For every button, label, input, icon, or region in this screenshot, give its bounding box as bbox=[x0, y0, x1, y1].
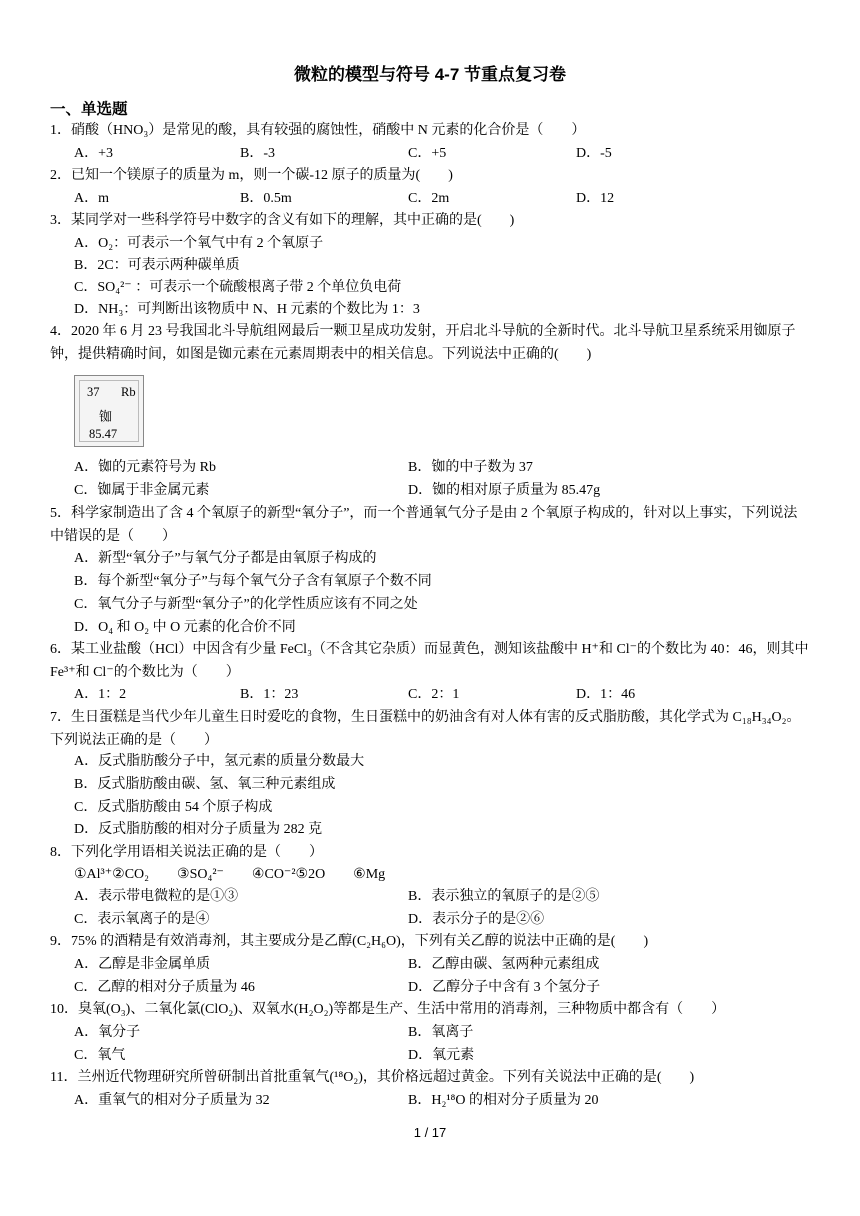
option-c: C．表示氧离子的是④ bbox=[74, 912, 210, 927]
page-title: 微粒的模型与符号 4-7 节重点复习卷 bbox=[293, 65, 567, 84]
option-b: B．-3 bbox=[240, 146, 275, 161]
question-10-stem: 10．臭氧(O₃)、二氧化氯(ClO₂)、双氧水(H₂O₂)等都是生产、生活中常用的消毒剂，三种物质中都含有（ ） bbox=[50, 1002, 726, 1017]
option-a: A．+3 bbox=[74, 146, 114, 161]
option-d: D．表示分子的是②⑥ bbox=[408, 912, 545, 927]
option-b: B．表示独立的氧原子的是②⑤ bbox=[408, 889, 600, 904]
option-b: B．铷的中子数为 37 bbox=[408, 460, 533, 475]
question-8-stem: 8．下列化学用语相关说法正确的是（ ） bbox=[50, 845, 323, 860]
atomic-number: 37 bbox=[87, 385, 100, 399]
question-7-stem: 7．生日蛋糕是当代少年儿童生日时爱吃的食物，生日蛋糕中的奶油含有对人体有害的反式脂肪酸，其化学式为 C₁₈H₃₄O₂。下列说法正确的是（ ） bbox=[50, 710, 801, 748]
question-10-options-row2 bbox=[74, 1045, 814, 1067]
option-a: A．O₂：可表示一个氧气中有 2 个氧原子 bbox=[74, 236, 324, 251]
atomic-mass: 85.47 bbox=[89, 427, 118, 441]
option-a: A．重氧气的相对分子质量为 32 bbox=[74, 1093, 270, 1108]
option-c: C．乙醇的相对分子质量为 46 bbox=[74, 980, 255, 995]
option-c: C．+5 bbox=[408, 146, 447, 161]
question-10-options-row1 bbox=[74, 1022, 814, 1044]
option-a: A．1：2 bbox=[74, 687, 127, 702]
question-4-options-row2 bbox=[74, 480, 814, 502]
question-4-stem: 4．2020 年 6 月 23 号我国北斗导航组网最后一颗卫星成功发射，开启北斗导航的全新时代。北斗导航卫星系统采用铷原子钟，提供精确时间，如图是铷元素在元素周期表中的相关信息。下列说法中正确的( ) bbox=[50, 324, 796, 362]
question-9-options-row1 bbox=[74, 954, 814, 976]
option-a: A．新型“氧分子”与氧气分子都是由氧原子构成的 bbox=[74, 551, 377, 566]
option-b: B．反式脂肪酸由碳、氢、氧三种元素组成 bbox=[74, 777, 336, 792]
question-2-options bbox=[74, 188, 814, 210]
option-a: A．反式脂肪酸分子中，氢元素的质量分数最大 bbox=[74, 754, 365, 769]
option-d: D．O₄ 和 O₂ 中 O 元素的化合价不同 bbox=[74, 620, 296, 635]
option-b: B．氧离子 bbox=[408, 1025, 474, 1040]
option-a: A．乙醇是非金属单质 bbox=[74, 957, 211, 972]
question-9-options-row2 bbox=[74, 977, 814, 999]
question-11-options-row1 bbox=[74, 1090, 814, 1112]
question-6-stem: 6．某工业盐酸（HCl）中因含有少量 FeCl₃（不含其它杂质）而显黄色，测知该盐酸中 H⁺和 Cl⁻的个数比为 40：46，则其中 Fe³⁺和 Cl⁻的个数比为（ ） bbox=[50, 642, 809, 680]
section-heading: 一、单选题 bbox=[50, 101, 128, 118]
option-d: D．氧元素 bbox=[408, 1048, 475, 1063]
option-a: A．氧分子 bbox=[74, 1025, 141, 1040]
question-6-options bbox=[74, 684, 814, 706]
question-9-stem: 9．75% 的酒精是有效消毒剂，其主要成分是乙醇(C₂H₆O)，下列有关乙醇的说法中正确的是( ) bbox=[50, 934, 649, 949]
option-c: C．2：1 bbox=[408, 687, 460, 702]
element-name: 铷 bbox=[99, 409, 113, 424]
option-d: D．12 bbox=[576, 191, 615, 206]
option-c: C．2m bbox=[408, 191, 450, 206]
option-c: C．氧气 bbox=[74, 1048, 126, 1063]
question-3-stem: 3．某同学对一些科学符号中数字的含义有如下的理解，其中正确的是( ) bbox=[50, 213, 515, 228]
option-d: D．1：46 bbox=[576, 687, 636, 702]
option-b: B．乙醇由碳、氢两种元素组成 bbox=[408, 957, 600, 972]
option-d: D．-5 bbox=[576, 146, 612, 161]
option-d: D．乙醇分子中含有 3 个氢分子 bbox=[408, 980, 601, 995]
option-c: C．反式脂肪酸由 54 个原子构成 bbox=[74, 800, 273, 815]
question-1-options bbox=[74, 143, 814, 165]
question-5-stem: 5．科学家制造出了含 4 个氧原子的新型“氧分子”，而一个普通氧气分子是由 2 个氧原子构成的，针对以上事实，下列说法中错误的是（ ） bbox=[50, 506, 798, 544]
option-b: B．每个新型“氧分子”与每个氧气分子含有氧原子个数不同 bbox=[74, 574, 432, 589]
question-8-options-row2 bbox=[74, 909, 814, 931]
question-8-options-row1 bbox=[74, 886, 814, 908]
option-b: B．1：23 bbox=[240, 687, 299, 702]
option-c: C．铷属于非金属元素 bbox=[74, 483, 210, 498]
option-d: D．NH₃：可判断出该物质中 N、H 元素的个数比为 1：3 bbox=[74, 302, 420, 317]
option-b: B．0.5m bbox=[240, 191, 292, 206]
option-a: A．铷的元素符号为 Rb bbox=[74, 460, 216, 475]
option-a: A．表示带电微粒的是①③ bbox=[74, 889, 239, 904]
option-b: B．2C：可表示两种碳单质 bbox=[74, 258, 240, 273]
question-4-options-row1 bbox=[74, 457, 814, 479]
option-d: D．反式脂肪酸的相对分子质量为 282 克 bbox=[74, 822, 323, 837]
page-number: 1 / 17 bbox=[413, 1125, 447, 1140]
option-c: C．SO₄²⁻ ：可表示一个硫酸根离子带 2 个单位负电荷 bbox=[74, 280, 402, 295]
question-11-stem: 11．兰州近代物理研究所曾研制出首批重氧气(¹⁸O₂)，其价格远超过黄金。下列有关说法中正确的是( ) bbox=[50, 1070, 695, 1085]
option-d: D．铷的相对原子质量为 85.47g bbox=[408, 483, 601, 498]
option-a: A．m bbox=[74, 191, 109, 206]
question-1-stem: 1．硝酸（HNO₃）是常见的酸，具有较强的腐蚀性，硝酸中 N 元素的化合价是（ ） bbox=[50, 123, 586, 138]
question-8-symbols: ①Al³⁺②CO₂ ③SO₄²⁻ ④CO⁻²⑤2O ⑥Mg bbox=[74, 867, 386, 882]
element-symbol: Rb bbox=[121, 385, 136, 399]
option-c: C．氧气分子与新型“氧分子”的化学性质应该有不同之处 bbox=[74, 597, 418, 612]
option-b: B．H₂¹⁸O 的相对分子质量为 20 bbox=[408, 1093, 599, 1108]
periodic-table-cell bbox=[74, 375, 144, 447]
question-2-stem: 2．已知一个镁原子的质量为 m，则一个碳-12 原子的质量为( ) bbox=[50, 168, 453, 183]
